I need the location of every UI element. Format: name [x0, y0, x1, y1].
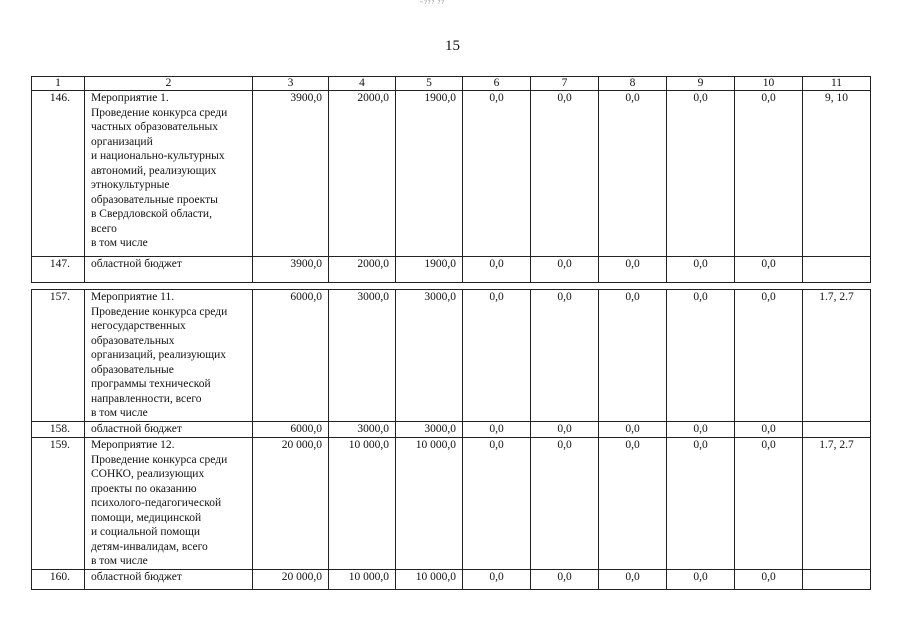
table-row — [32, 570, 871, 590]
row-number: 160. — [32, 570, 85, 590]
cell-col6: 0,0 — [463, 290, 531, 422]
column-header: 11 — [803, 77, 871, 91]
cell-col5: 3000,0 — [396, 290, 463, 422]
cell-col9: 0,0 — [667, 290, 735, 422]
cell-col7: 0,0 — [531, 438, 599, 570]
cell-col10: 0,0 — [735, 438, 803, 570]
cell-col8: 0,0 — [599, 91, 667, 257]
row-number: 157. — [32, 290, 85, 422]
column-header: 9 — [667, 77, 735, 91]
cell-col3: 20 000,0 — [253, 570, 329, 590]
row-number: 147. — [32, 257, 85, 283]
cell-col9: 0,0 — [667, 422, 735, 438]
cell-col6: 0,0 — [463, 257, 531, 283]
cell-col8: 0,0 — [599, 257, 667, 283]
cell-col11 — [803, 257, 871, 283]
cell-col11: 9, 10 — [803, 91, 871, 257]
table-row — [32, 257, 871, 283]
cell-col9: 0,0 — [667, 257, 735, 283]
cell-col10: 0,0 — [735, 91, 803, 257]
cell-col7: 0,0 — [531, 290, 599, 422]
cell-col9: 0,0 — [667, 91, 735, 257]
row-description: областной бюджет — [85, 422, 253, 438]
cell-col6: 0,0 — [463, 422, 531, 438]
cell-col7: 0,0 — [531, 422, 599, 438]
table-row — [32, 91, 871, 257]
row-description: областной бюджет — [85, 570, 253, 590]
scan-mark: ~??? ?? — [420, 0, 446, 6]
cell-col4: 2000,0 — [329, 257, 396, 283]
column-header: 10 — [735, 77, 803, 91]
column-header: 7 — [531, 77, 599, 91]
cell-col11: 1.7, 2.7 — [803, 290, 871, 422]
cell-col6: 0,0 — [463, 91, 531, 257]
table-row — [32, 438, 871, 570]
cell-col10: 0,0 — [735, 570, 803, 590]
cell-col4: 3000,0 — [329, 422, 396, 438]
cell-col5: 3000,0 — [396, 422, 463, 438]
cell-col5: 1900,0 — [396, 257, 463, 283]
page-number: 15 — [445, 38, 460, 54]
cell-col5: 10 000,0 — [396, 438, 463, 570]
cell-col4: 3000,0 — [329, 290, 396, 422]
budget-table-top — [31, 76, 871, 283]
cell-col11 — [803, 570, 871, 590]
cell-col7: 0,0 — [531, 91, 599, 257]
cell-col7: 0,0 — [531, 570, 599, 590]
cell-col9: 0,0 — [667, 570, 735, 590]
cell-col4: 10 000,0 — [329, 438, 396, 570]
row-number: 158. — [32, 422, 85, 438]
cell-col6: 0,0 — [463, 570, 531, 590]
cell-col11 — [803, 422, 871, 438]
cell-col10: 0,0 — [735, 290, 803, 422]
column-header: 8 — [599, 77, 667, 91]
cell-col3: 6000,0 — [253, 422, 329, 438]
cell-col4: 2000,0 — [329, 91, 396, 257]
row-number: 159. — [32, 438, 85, 570]
cell-col3: 3900,0 — [253, 257, 329, 283]
cell-col9: 0,0 — [667, 438, 735, 570]
cell-col7: 0,0 — [531, 257, 599, 283]
cell-col8: 0,0 — [599, 422, 667, 438]
table-row — [32, 290, 871, 422]
cell-col5: 10 000,0 — [396, 570, 463, 590]
column-header: 1 — [32, 77, 85, 91]
column-header: 5 — [396, 77, 463, 91]
row-description: Мероприятие 11. Проведение конкурса среди негосударственных образовательных организаций, реализующих образовательные программы технической направленности, всего в том числе — [85, 290, 253, 422]
cell-col3: 6000,0 — [253, 290, 329, 422]
cell-col5: 1900,0 — [396, 91, 463, 257]
cell-col6: 0,0 — [463, 438, 531, 570]
cell-col4: 10 000,0 — [329, 570, 396, 590]
row-description: Мероприятие 12. Проведение конкурса среди СОНКО, реализующих проекты по оказанию психолого-педагогической помощи, медицинской и социальной помощи детям-инвалидам, всего в том числе — [85, 438, 253, 570]
column-header: 3 — [253, 77, 329, 91]
row-description: Мероприятие 1. Проведение конкурса среди частных образовательных организаций и национально-культурных автономий, реализующих этнокультурные образовательные проекты в Свердловской области, всего в том числе — [85, 91, 253, 257]
column-header: 6 — [463, 77, 531, 91]
row-number: 146. — [32, 91, 85, 257]
cell-col8: 0,0 — [599, 290, 667, 422]
budget-table-bottom — [31, 289, 871, 590]
column-header: 4 — [329, 77, 396, 91]
column-header-row — [32, 77, 871, 91]
cell-col3: 20 000,0 — [253, 438, 329, 570]
cell-col8: 0,0 — [599, 438, 667, 570]
cell-col8: 0,0 — [599, 570, 667, 590]
cell-col10: 0,0 — [735, 422, 803, 438]
cell-col11: 1.7, 2.7 — [803, 438, 871, 570]
cell-col10: 0,0 — [735, 257, 803, 283]
column-header: 2 — [85, 77, 253, 91]
row-description: областной бюджет — [85, 257, 253, 283]
table-row — [32, 422, 871, 438]
cell-col3: 3900,0 — [253, 91, 329, 257]
